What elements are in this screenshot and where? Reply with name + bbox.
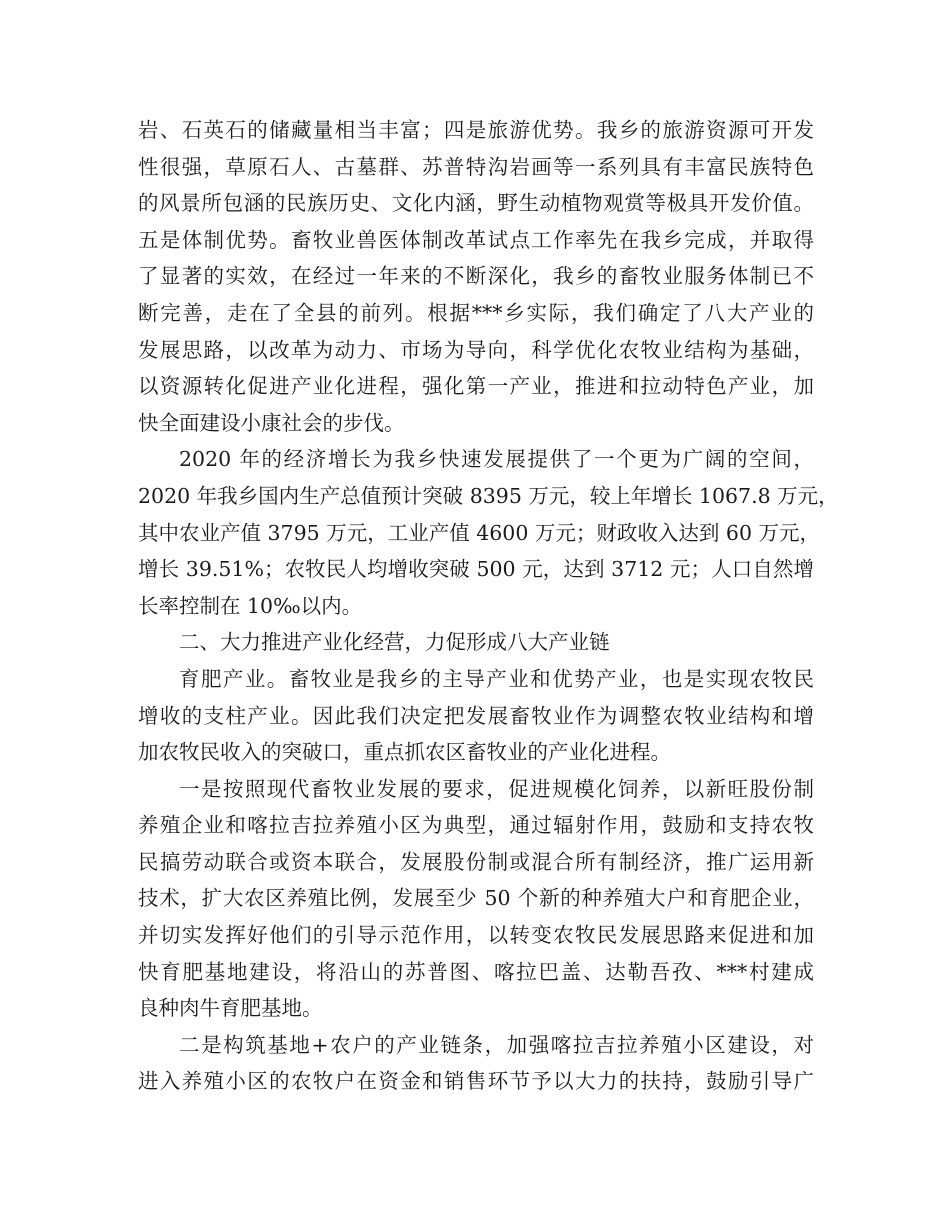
text-line: 了显著的实效，在经过一年来的不断深化，我乡的畜牧业服务体制已不 <box>138 264 814 289</box>
heading-text: 二、大力推进产业化经营，力促形成八大产业链 <box>179 630 610 655</box>
text-line: 民搞劳动联合或资本联合，发展股份制或混合所有制经济，推广运用新 <box>138 849 814 874</box>
text-line: 增长 39.51%；农牧民人均增收突破 500 元，达到 3712 元；人口自然增 <box>138 557 814 582</box>
text-line: 岩、石英石的储藏量相当丰富；四是旅游优势。我乡的旅游资源可开发 <box>138 118 814 142</box>
text-line: 加农牧民收入的突破口，重点抓农区畜牧业的产业化进程。 <box>138 740 671 765</box>
text-line: 快育肥基地建设，将沿山的苏普图、喀拉巴盖、达勒吾孜、***村建成 <box>138 959 814 984</box>
text-line: 快全面建设小康社会的步伐。 <box>138 410 405 435</box>
text-line: 育肥产业。畜牧业是我乡的主导产业和优势产业，也是实现农牧民 <box>179 666 814 691</box>
text-line: 2020 年的经济增长为我乡快速发展提供了一个更为广阔的空间， <box>179 447 814 472</box>
paragraph <box>138 661 814 771</box>
text-line: 进入养殖小区的农牧户在资金和销售环节予以大力的扶持，鼓励引导广 <box>138 1069 814 1094</box>
text-line: 发展思路，以改革为动力、市场为导向，科学优化农牧业结构为基础， <box>138 337 814 362</box>
text-line: 养殖企业和喀拉吉拉养殖小区为典型，通过辐射作用，鼓励和支持农牧 <box>138 813 814 838</box>
text-line: 断完善，走在了全县的前列。根据***乡实际，我们确定了八大产业的 <box>138 300 814 325</box>
text-line: 良种肉牛育肥基地。 <box>138 996 323 1021</box>
text-line: 一是按照现代畜牧业发展的要求，促进规模化饲养，以新旺股份制 <box>179 776 814 801</box>
text-line: 二是构筑基地+农户的产业链条，加强喀拉吉拉养殖小区建设，对 <box>179 1032 814 1057</box>
text-line: 其中农业产值 3795 万元，工业产值 4600 万元；财政收入达到 60 万元， <box>138 520 821 545</box>
paragraph <box>138 771 814 1027</box>
section-heading <box>138 624 814 661</box>
text-line: 的风景所包涵的民族历史、文化内涵，野生动植物观赏等极具开发价值。 <box>138 191 814 216</box>
text-line: 五是体制优势。畜牧业兽医体制改革试点工作率先在我乡完成，并取得 <box>138 227 814 252</box>
text-line: 以资源转化促进产业化进程，强化第一产业，推进和拉动特色产业，加 <box>138 374 814 399</box>
document-body <box>138 112 839 1100</box>
text-line: 增收的支柱产业。因此我们决定把发展畜牧业作为调整农牧业结构和增 <box>138 703 814 728</box>
text-line: 2020 年我乡国内生产总值预计突破 8395 万元，较上年增长 1067.8 万元， <box>138 483 839 508</box>
paragraph <box>138 112 814 441</box>
text-line: 性很强，草原石人、古墓群、苏普特沟岩画等一系列具有丰富民族特色 <box>138 154 814 179</box>
text-line: 并切实发挥好他们的引导示范作用，以转变农牧民发展思路来促进和加 <box>138 923 814 948</box>
paragraph <box>138 441 839 624</box>
text-line: 技术，扩大农区养殖比例，发展至少 50 个新的种养殖大户和育肥企业， <box>138 886 814 911</box>
paragraph <box>138 1027 814 1100</box>
text-line: 长率控制在 10‰以内。 <box>138 593 363 618</box>
